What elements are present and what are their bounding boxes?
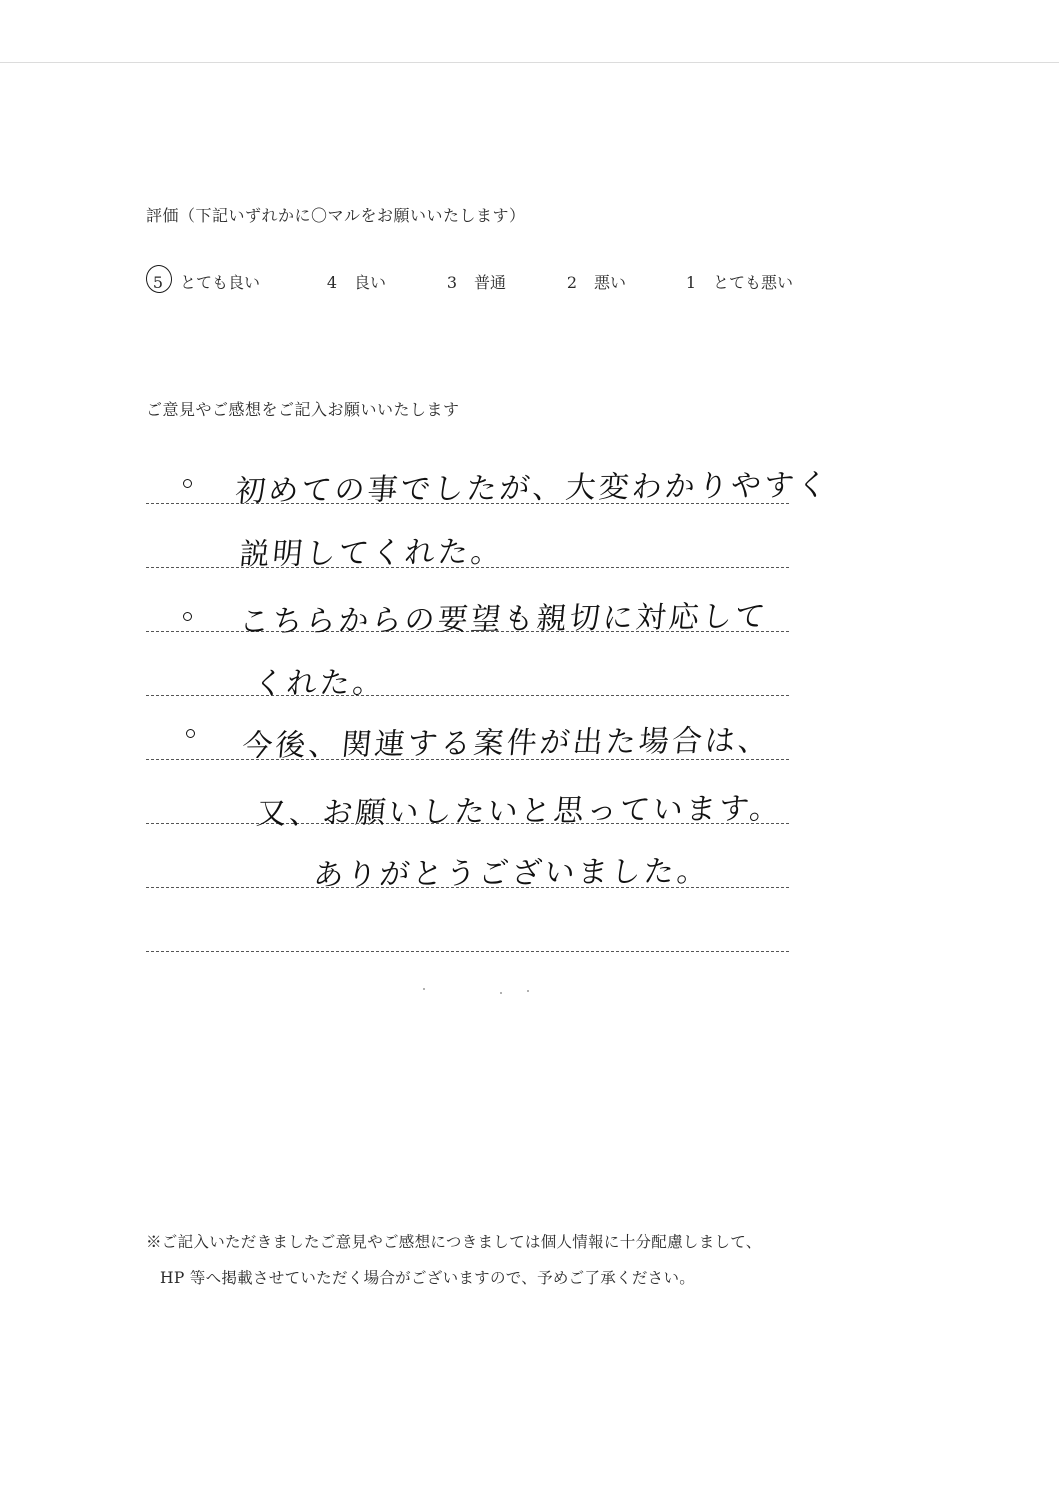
- rating-label: 普通: [474, 273, 507, 292]
- rating-label: とても悪い: [713, 273, 794, 292]
- bullet-mark: [186, 729, 195, 738]
- rating-option-2[interactable]: [564, 270, 626, 293]
- handwritten-line: くれた。: [251, 665, 388, 702]
- rating-number: 1: [685, 273, 697, 292]
- top-rule: [0, 62, 1059, 63]
- rating-number: 3: [446, 273, 458, 292]
- privacy-note-line-2: HP 等へ掲載させていただく場合がございますので、予めご了承ください。: [160, 1269, 696, 1287]
- handwritten-line: ありがとうございました。: [311, 853, 712, 894]
- handwritten-line: 初めての事でしたが、大変わかりやすく: [233, 467, 832, 510]
- scan-speck: [500, 992, 502, 994]
- comments-heading: ご意見やご感想をご記入お願いいたします: [146, 400, 460, 419]
- rating-option-4[interactable]: [324, 270, 386, 293]
- rating-option-1[interactable]: [683, 270, 793, 293]
- rating-options: [146, 266, 826, 296]
- handwritten-line: 今後、関連する案件が出た場合は、: [240, 723, 773, 764]
- rating-number: 5: [152, 273, 164, 292]
- handwritten-line: 又、お願いしたいと思っています。: [254, 791, 785, 832]
- scan-speck: [423, 988, 425, 990]
- handwritten-line: 説明してくれた。: [237, 534, 506, 573]
- rating-label: 悪い: [594, 273, 627, 292]
- dotted-writing-line: [146, 951, 789, 952]
- bullet-mark: [183, 479, 192, 488]
- privacy-note-line-1: ※ご記入いただきましたご意見やご感想につきましては個人情報に十分配慮しまして、: [146, 1233, 762, 1251]
- rating-option-5[interactable]: [150, 270, 260, 293]
- rating-option-3[interactable]: [444, 270, 506, 293]
- rating-heading: 評価（下記いずれかに〇マルをお願いいたします）: [146, 206, 526, 225]
- dotted-writing-line: [146, 695, 789, 696]
- rating-label: 良い: [354, 273, 387, 292]
- bullet-mark: [183, 612, 192, 621]
- selection-circle-mark: [144, 263, 174, 294]
- rating-number: 4: [326, 273, 338, 292]
- handwritten-line: こちらからの要望も親切に対応して: [237, 599, 770, 640]
- rating-number: 2: [566, 273, 578, 292]
- scan-speck: [527, 990, 529, 992]
- rating-label: とても良い: [180, 273, 261, 292]
